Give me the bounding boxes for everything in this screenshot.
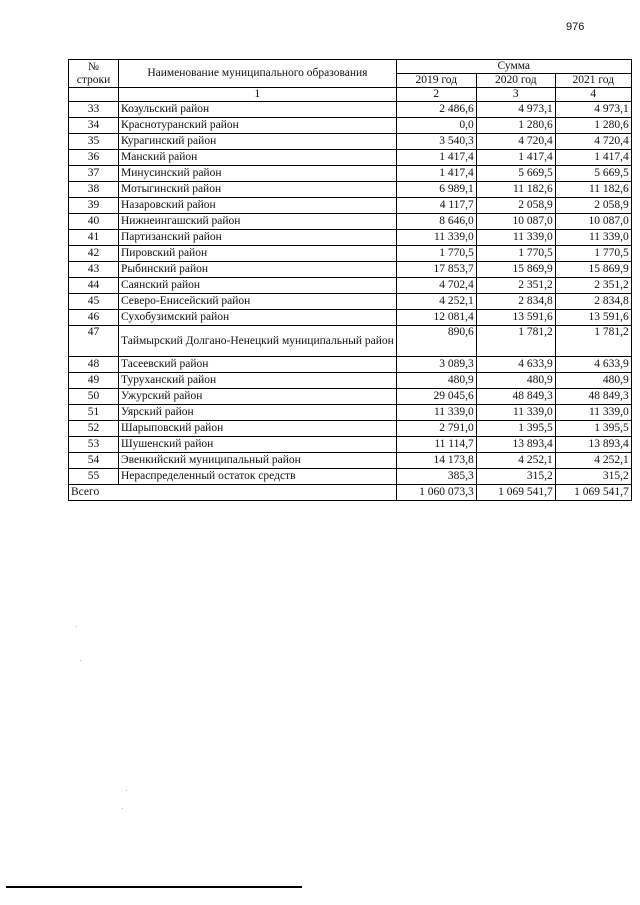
row-name: Тасеевский район	[119, 357, 397, 373]
row-name: Эвенкийский муниципальный район	[119, 453, 397, 469]
row-value-2020: 11 339,0	[476, 405, 555, 421]
row-value-2019: 4 117,7	[396, 198, 476, 214]
row-value-2019: 6 989,1	[396, 182, 476, 198]
budget-table	[68, 59, 632, 501]
table-row	[69, 389, 632, 405]
row-number: 44	[69, 278, 119, 294]
row-value-2019: 11 339,0	[396, 405, 476, 421]
row-value-2020: 48 849,3	[476, 389, 555, 405]
row-value-2019: 11 339,0	[396, 230, 476, 246]
row-value-2021: 10 087,0	[555, 214, 631, 230]
row-value-2020: 480,9	[476, 373, 555, 389]
table-row	[69, 326, 632, 357]
row-name: Туруханский район	[119, 373, 397, 389]
row-number: 34	[69, 118, 119, 134]
table-row	[69, 166, 632, 182]
row-number: 47	[69, 326, 119, 357]
row-value-2020: 11 339,0	[476, 230, 555, 246]
table-header	[69, 60, 632, 102]
row-value-2019: 2 486,6	[396, 102, 476, 118]
row-name: Козульский район	[119, 102, 397, 118]
total-value-2019: 1 060 073,3	[396, 485, 476, 501]
table-row	[69, 373, 632, 389]
row-value-2019: 14 173,8	[396, 453, 476, 469]
row-name: Курагинский район	[119, 134, 397, 150]
row-value-2019: 1 417,4	[396, 166, 476, 182]
table-row	[69, 214, 632, 230]
row-number: 39	[69, 198, 119, 214]
table-body	[69, 102, 632, 501]
row-number: 49	[69, 373, 119, 389]
row-name: Минусинский район	[119, 166, 397, 182]
row-value-2021: 11 339,0	[555, 405, 631, 421]
row-number: 53	[69, 437, 119, 453]
row-value-2020: 1 280,6	[476, 118, 555, 134]
row-value-2019: 12 081,4	[396, 310, 476, 326]
row-number: 48	[69, 357, 119, 373]
table-row	[69, 437, 632, 453]
table-row	[69, 134, 632, 150]
row-value-2019: 1 770,5	[396, 246, 476, 262]
row-name: Уярский район	[119, 405, 397, 421]
row-name: Назаровский район	[119, 198, 397, 214]
total-value-2020: 1 069 541,7	[476, 485, 555, 501]
table-row	[69, 453, 632, 469]
row-name: Партизанский район	[119, 230, 397, 246]
row-value-2020: 4 973,1	[476, 102, 555, 118]
row-number: 37	[69, 166, 119, 182]
table-row	[69, 118, 632, 134]
row-value-2019: 0,0	[396, 118, 476, 134]
row-value-2019: 4 702,4	[396, 278, 476, 294]
total-row	[69, 485, 632, 501]
row-number: 33	[69, 102, 119, 118]
row-number: 40	[69, 214, 119, 230]
row-value-2021: 2 834,8	[555, 294, 631, 310]
row-value-2019: 29 045,6	[396, 389, 476, 405]
table-row	[69, 294, 632, 310]
row-value-2020: 2 834,8	[476, 294, 555, 310]
row-value-2019: 890,6	[396, 326, 476, 357]
row-value-2020: 11 182,6	[476, 182, 555, 198]
page-number: 976	[566, 21, 585, 33]
scan-speck	[76, 626, 77, 627]
row-number: 38	[69, 182, 119, 198]
row-value-2019: 1 417,4	[396, 150, 476, 166]
row-value-2019: 3 540,3	[396, 134, 476, 150]
row-name: Мотыгинский район	[119, 182, 397, 198]
row-value-2021: 48 849,3	[555, 389, 631, 405]
row-name: Таймырский Долгано-Ненецкий муниципальный район	[119, 326, 397, 357]
table-row	[69, 182, 632, 198]
row-value-2019: 11 114,7	[396, 437, 476, 453]
row-value-2021: 4 633,9	[555, 357, 631, 373]
header-year-2021: 2021 год	[555, 74, 631, 88]
row-value-2020: 1 395,5	[476, 421, 555, 437]
row-value-2019: 4 252,1	[396, 294, 476, 310]
row-value-2021: 11 182,6	[555, 182, 631, 198]
row-value-2021: 2 351,2	[555, 278, 631, 294]
row-value-2020: 1 417,4	[476, 150, 555, 166]
row-name: Ужурский район	[119, 389, 397, 405]
row-value-2020: 1 770,5	[476, 246, 555, 262]
scan-speck	[122, 808, 123, 809]
row-value-2019: 3 089,3	[396, 357, 476, 373]
table-row	[69, 246, 632, 262]
header-colnum-2: 2	[396, 88, 476, 102]
row-name: Пировский район	[119, 246, 397, 262]
row-value-2020: 4 720,4	[476, 134, 555, 150]
row-value-2020: 2 351,2	[476, 278, 555, 294]
row-number: 35	[69, 134, 119, 150]
table-row	[69, 421, 632, 437]
row-value-2021: 1 280,6	[555, 118, 631, 134]
header-row-number: № строки	[69, 60, 119, 88]
header-colnum-3: 3	[476, 88, 555, 102]
row-value-2021: 1 417,4	[555, 150, 631, 166]
header-colnum-empty	[69, 88, 119, 102]
row-number: 43	[69, 262, 119, 278]
table-row	[69, 102, 632, 118]
row-value-2021: 13 893,4	[555, 437, 631, 453]
total-label: Всего	[69, 485, 397, 501]
row-value-2021: 4 720,4	[555, 134, 631, 150]
row-value-2021: 1 395,5	[555, 421, 631, 437]
row-name: Краснотуранский район	[119, 118, 397, 134]
row-number: 42	[69, 246, 119, 262]
row-value-2020: 15 869,9	[476, 262, 555, 278]
table-row	[69, 357, 632, 373]
row-value-2021: 2 058,9	[555, 198, 631, 214]
header-year-2020: 2020 год	[476, 74, 555, 88]
row-value-2020: 5 669,5	[476, 166, 555, 182]
scan-speck	[126, 790, 127, 791]
header-sum: Сумма	[396, 60, 631, 74]
row-name: Сухобузимский район	[119, 310, 397, 326]
table-row	[69, 198, 632, 214]
row-value-2021: 1 781,2	[555, 326, 631, 357]
table-row	[69, 262, 632, 278]
row-value-2021: 315,2	[555, 469, 631, 485]
header-name: Наименование муниципального образования	[119, 60, 397, 88]
row-value-2020: 4 252,1	[476, 453, 555, 469]
total-value-2021: 1 069 541,7	[555, 485, 631, 501]
table-row	[69, 405, 632, 421]
row-number: 52	[69, 421, 119, 437]
row-name: Шарыповский район	[119, 421, 397, 437]
row-value-2019: 17 853,7	[396, 262, 476, 278]
row-name: Нижнеингашский район	[119, 214, 397, 230]
row-value-2020: 2 058,9	[476, 198, 555, 214]
row-name: Манский район	[119, 150, 397, 166]
row-number: 51	[69, 405, 119, 421]
row-value-2021: 4 973,1	[555, 102, 631, 118]
row-value-2020: 1 781,2	[476, 326, 555, 357]
row-name: Рыбинский район	[119, 262, 397, 278]
row-number: 46	[69, 310, 119, 326]
row-value-2021: 4 252,1	[555, 453, 631, 469]
table-row	[69, 310, 632, 326]
header-colnum-1: 1	[119, 88, 397, 102]
row-value-2020: 4 633,9	[476, 357, 555, 373]
table-row	[69, 469, 632, 485]
row-value-2019: 2 791,0	[396, 421, 476, 437]
row-value-2020: 13 893,4	[476, 437, 555, 453]
row-value-2020: 13 591,6	[476, 310, 555, 326]
row-value-2019: 385,3	[396, 469, 476, 485]
row-number: 41	[69, 230, 119, 246]
row-value-2021: 5 669,5	[555, 166, 631, 182]
row-name: Северо-Енисейский район	[119, 294, 397, 310]
header-year-2019: 2019 год	[396, 74, 476, 88]
row-value-2021: 11 339,0	[555, 230, 631, 246]
row-value-2020: 315,2	[476, 469, 555, 485]
row-name: Нераспределенный остаток средств	[119, 469, 397, 485]
row-value-2019: 8 646,0	[396, 214, 476, 230]
row-value-2021: 1 770,5	[555, 246, 631, 262]
row-number: 36	[69, 150, 119, 166]
row-value-2021: 13 591,6	[555, 310, 631, 326]
row-value-2021: 15 869,9	[555, 262, 631, 278]
row-value-2021: 480,9	[555, 373, 631, 389]
table-row	[69, 278, 632, 294]
table-row	[69, 230, 632, 246]
row-number: 50	[69, 389, 119, 405]
row-value-2019: 480,9	[396, 373, 476, 389]
row-number: 45	[69, 294, 119, 310]
footer-rule	[6, 886, 302, 888]
row-name: Саянский район	[119, 278, 397, 294]
row-number: 55	[69, 469, 119, 485]
scan-speck	[80, 660, 81, 661]
table-row	[69, 150, 632, 166]
row-name: Шушенский район	[119, 437, 397, 453]
row-number: 54	[69, 453, 119, 469]
row-value-2020: 10 087,0	[476, 214, 555, 230]
header-colnum-4: 4	[555, 88, 631, 102]
